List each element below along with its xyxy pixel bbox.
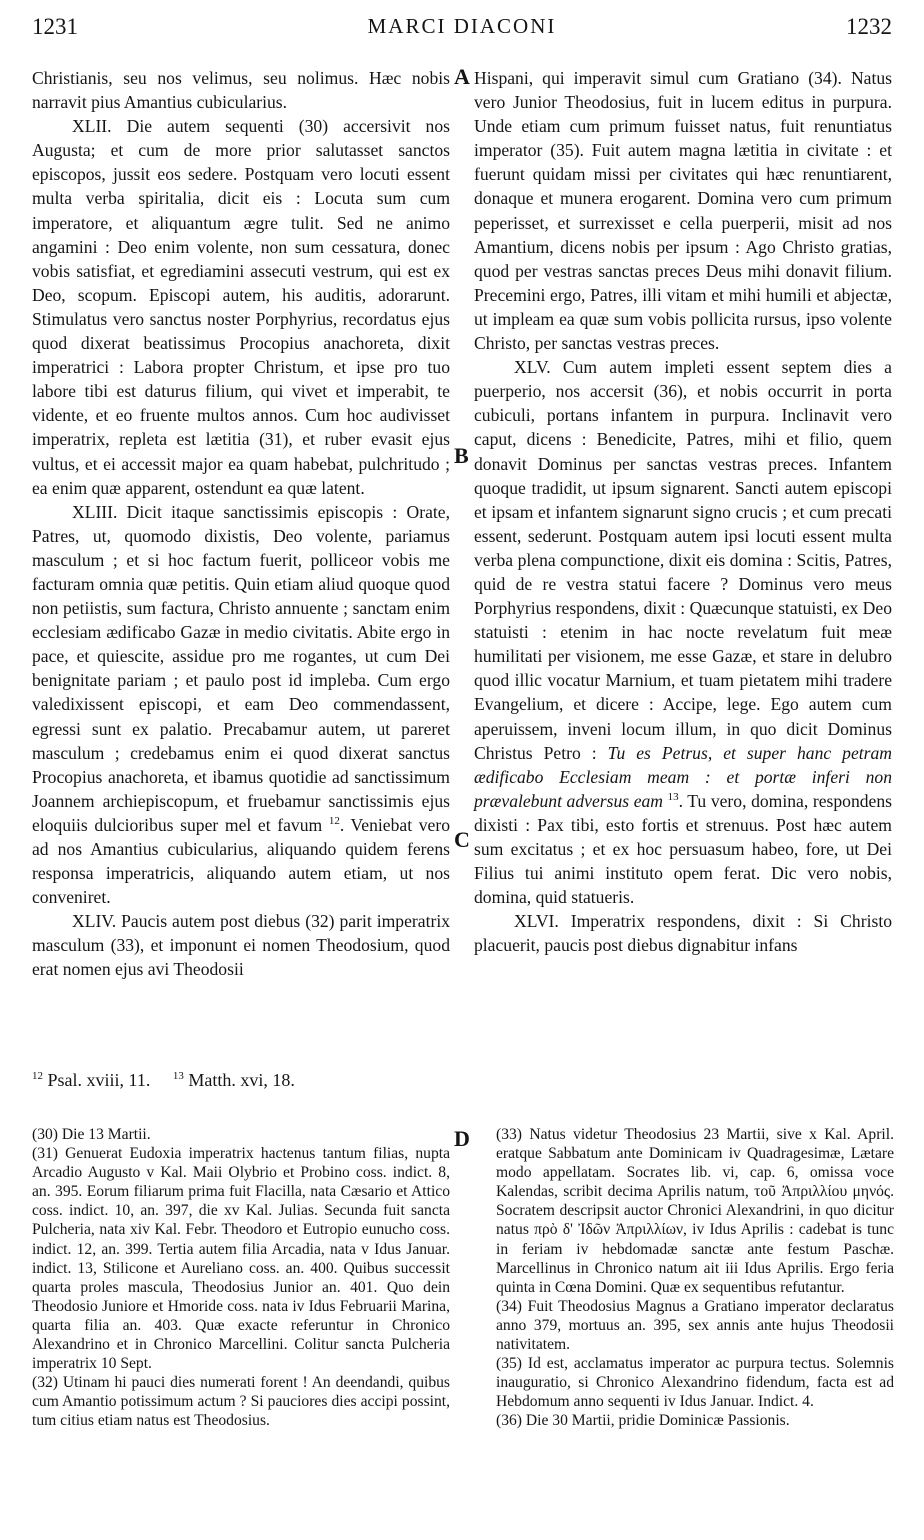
- footnote-ref-13: 13: [667, 790, 679, 803]
- footnote-35: (35) Id est, acclamatus imperator ac purpura tectus. Solemnis inauguratio, si Chronico Alexandrino fidendum, facta est ad Hebdomum anno sequenti iv Idus Januar. Indict. 4.: [496, 1355, 894, 1411]
- paragraph-text: XLIII. Dicit itaque sanctissimis episcopis : Orate, Patres, ut, quomodo dixistis, Deo volente, pariamus masculum ; et si hoc factum fuerit, polliceor vobis me facturam omnia quæ petitis. Quin etiam aliud quoque quod non petiistis, sum factura, Christo annuente ; sanctam enim ecclesiam ædificabo Gazæ in medio civitatis. Abite ergo in pace, et quiescite, assidue pro me rogantes, ut cum Dei benignitate pariam ; et paulo post id impleba. Cum ergo valedixissent episcopi, et eam Deo commendassent, egressi sunt ex palatio. Precabamur autem, ut pareret masculum ; credebamus enim ei quod dixerat sanctus Procopius anachoreta, et ibamus quotidie ad sanctissimum Joannem archiepiscopum, et fruebamur sanctissimis ejus eloquiis dulcioribus super mel et favum: [32, 501, 450, 835]
- paragraph-xlvi: [474, 909, 892, 957]
- footnote-31: (31) Genuerat Eudoxia imperatrix hactenus tantum filias, nupta Arcadio Augusto v Kal. Maii Olybrio et Probino coss. indict. 8, an. 395. Eorum filiarum prima fuit Flacilla, nata Cæsario et Attico coss. indict. 10, an. 397, die xv Kal. Julias. Secunda fuit sancta Pulcheria, nata xiv Kal. Febr. Theodoro et Eutropio eunucho coss. indict. 12, an. 399. Tertia autem filia Arcadia, nata v Idus Januar. indict. 13, Stilicone et Aureliano coss. an. 400. Quibus successit quarta proles mascula, Theodosius Junior an. 401. Quo dein Theodosio Juniore et Hmoride coss. nata iv Idus Februarii Marina, quarta filia an. 403. Quæ exacte referuntur in Chronico Alexandrino et in Chronico Marcellini. Colitur sancta Pulcheria imperatrix 10 Sept.: [32, 1145, 450, 1373]
- paragraph-text: Hispani, qui imperavit simul cum Gratiano (34). Natus vero Junior Theodosius, fuit in lucem editus in purpura. Unde etiam cum primum fuisset natus, fuit renuntiatus imperator (35). Fuit autem magna lætitia in civitate : et fuerunt quidam missi per civitates qui hæc renuntiarent, donaque et munera erogarent. Domina vero cum primum peperisset, et surrexisset e cella puerperii, misit ad nos Amantium, dicens nobis per ipsum : Ago Christo gratias, quod per vestras sanctas preces Deus mihi donavit filium. Precemini ergo, Patres, illi vitam et mihi humili et abjectæ, ut impleam ea quæ sum vobis pollicita rursus, ipso volente Christo, per sanctas vestras preces.: [474, 68, 892, 354]
- scripture-ref-number: 13: [172, 1070, 184, 1082]
- right-text-column: [474, 66, 892, 957]
- footnote-36: (36) Die 30 Martii, pridie Dominicæ Passionis.: [496, 1412, 790, 1430]
- scripture-references: [32, 1070, 295, 1091]
- paragraph-text: XLV. Cum autem impleti essent septem dies a puerperio, nos accersit (36), et nobis occurrit in porta cubiculi, portans infantem in purpura. Inclinavit vero caput, dicens : Benedicite, Patres, mihi et filio, quem donavit Dominus per sanctas vestras preces. Infantem quoque tradidit, ut ipsum signarent. Sancti autem episcopi et ipsam et infantem signarunt signo crucis ; et cum precati essent, sederunt. Postquam autem ipsi locuti essent multa verba plena compunctione, dixit eis domina : Scitis, Patres, quid de re vestra statui facere ? Dominus vero meus Porphyrius respondens, dixit : Quæcunque statuisti, ex Deo statuisti : etenim in hac nocte revelatum fuit meæ humilitati per visionem, me esse Gazæ, et stare in delubro quod illic vocatur Marnium, et tuam pietatem mihi tradere Evangelium, et dicere : Accipe, lege. Ego autem cum aperuissem, inveni locum illum, in quo dicit Dominus Christus Petro :: [474, 357, 892, 763]
- margin-marker-c: C: [454, 827, 470, 852]
- scripture-quote: Tu es Petrus, et super hanc petram ædificabo Ecclesiam meam : et portæ inferi non prævalebunt adversus eam: [474, 742, 893, 811]
- footnote-32: (32) Utinam hi pauci dies numerati forent ! An deendandi, quibus cum Amantio potissimum actum ? Si pauciores dies accipi possint, tum citius etiam natus est Theodosius.: [32, 1374, 450, 1430]
- footnotes-right: [496, 1125, 894, 1431]
- scripture-ref-text: Matth. xvi, 18.: [188, 1070, 295, 1090]
- page-number-left: 1231: [32, 14, 78, 39]
- paragraph-text: XLVI. Imperatrix respondens, dixit : Si Christo placuerit, paucis post diebus dignabitur infans: [474, 911, 892, 956]
- paragraph-xliv: [32, 909, 450, 981]
- margin-marker-a: A: [454, 64, 470, 89]
- footnotes-left: [32, 1125, 450, 1431]
- paragraph-text: Christianis, seu nos velimus, seu nolimus. Hæc nobis narravit pius Amantius cubicularius.: [32, 68, 450, 113]
- paragraph-text-after: . Tu vero, domina, respondens dixisti : Pax tibi, esto fortis et strenuus. Post hæc autem sum excitatus ; et ex hoc persuasum habeo, fore, ut Dei Filius tui animi instituto opem ferat. Dic vero nobis, domina, quid statueris.: [474, 790, 892, 908]
- page-header: [32, 6, 892, 46]
- paragraph-xliii: [32, 500, 450, 910]
- running-title: MARCI DIACONI: [367, 14, 557, 38]
- footnote-30: (30) Die 13 Martii.: [32, 1126, 151, 1143]
- scripture-ref-text: Psal. xviii, 11.: [47, 1070, 151, 1090]
- margin-marker-d: D: [454, 1126, 470, 1151]
- scripture-ref-number: 12: [32, 1070, 43, 1082]
- paragraph-xlii: [32, 114, 450, 500]
- paragraph-text-after: . Veniebat vero ad nos Amantius cubicularius, aliquando quidem ferens responsa imperatricis, aliquando autem etiam, ut nos conveniret.: [32, 814, 450, 908]
- paragraph-text: XLII. Die autem sequenti (30) accersivit nos Augusta; et cum de more prior salutasset sanctos episcopos, jussit eos sedere. Postquam vero locuti essent multa verba spiritalia, dicit eis : Locuta sum cum imperatore, et aliquantum ægre tulit. Sed ne animo angamini : Deo enim volente, non sum cessatura, donec vobis satisfiat, et egrediamini assecuti vestrum, qui est ex Deo, scopum. Episcopi autem, his auditis, adorarunt. Stimulatus vero sanctus noster Porphyrius, recordatus ejus quod dixerat beatissimus Procopius anachoreta, dixit imperatrici : Labora propter Christum, et ipse pro tuo labore tibi est daturus filium, qui vivet et imperabit, te vidente, et eo fruente multos annos. Cum hoc audivisset imperatrix, repleta est lætitia (31), et ruber evasit ejus vultus, et ei accessit major ea quam habebat, pulchritudo ; ea enim quæ apparent, ostendunt ea quæ latent.: [32, 116, 450, 498]
- footnote-ref-12: 12: [328, 815, 340, 828]
- left-text-column: [32, 66, 450, 982]
- paragraph-xlv: [474, 355, 892, 909]
- paragraph-continuation: [474, 66, 892, 355]
- margin-marker-b: B: [454, 443, 469, 468]
- page-number-right: 1232: [846, 14, 892, 39]
- paragraph-continuation: [32, 66, 450, 114]
- paragraph-text: XLIV. Paucis autem post diebus (32) parit imperatrix masculum (33), et imponunt ei nomen Theodosium, quod erat nomen ejus avi Theodosii: [32, 911, 450, 980]
- footnote-33: (33) Natus videtur Theodosius 23 Martii, sive x Kal. April. eratque Sabbatum ante Dominicam iv Quadragesimæ, Lætare modo appellatam. Socrates lib. vi, cap. 6, omissa voce Kalendas, scribit decima Aprilis natum, τοῦ Ἀπριλλίου μηνός. Socratem descripsit auctor Chronici Alexandrini, in quo dicitur natus πρὸ δ' Ἰδῶν Ἀπριλλίων, iv Idus Aprilis : cadebat is tunc in feriam iv hebdomadæ sanctæ ante festum Paschæ. Marcellinus in Chronico natum ait iii Idus Aprilis. Ergo feria quinta in Cœna Domini. Quæ ex sequentibus refutantur.: [496, 1126, 894, 1296]
- footnote-34: (34) Fuit Theodosius Magnus a Gratiano imperator declaratus anno 379, mortuus an. 395, sex annis ante hujus Theodosii nativitatem.: [496, 1297, 894, 1354]
